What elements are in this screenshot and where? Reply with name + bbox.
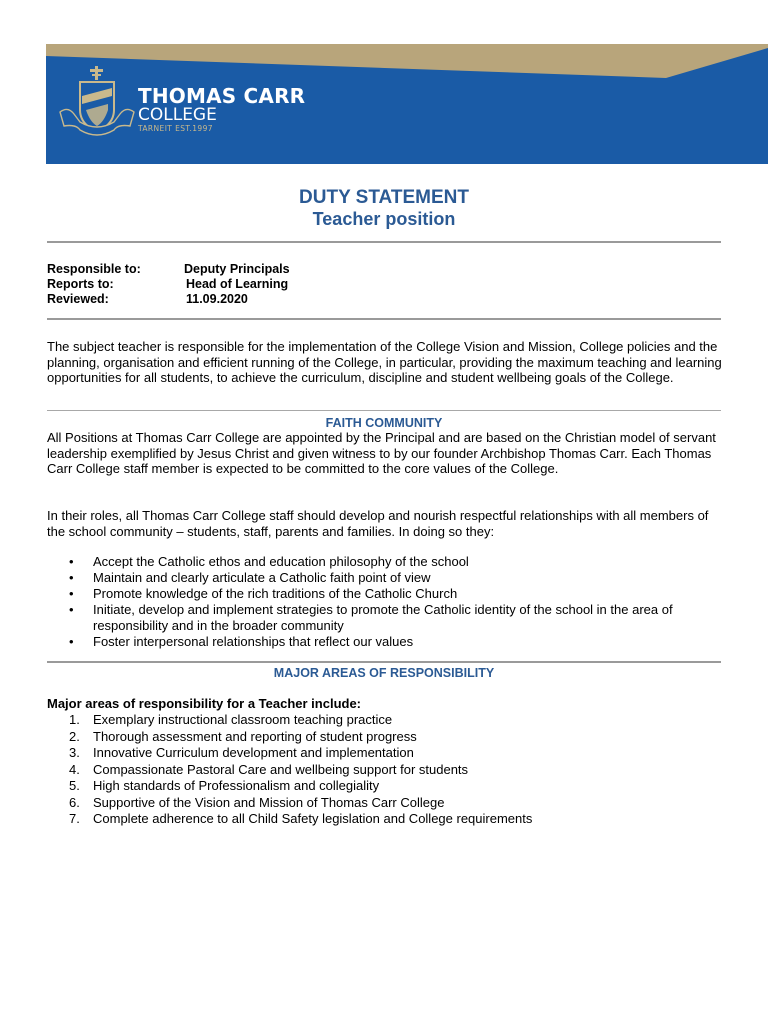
meta-label: Reviewed: (47, 292, 109, 306)
divider (47, 318, 721, 320)
item-number: 2. (69, 728, 80, 744)
list-item: • Maintain and clearly articulate a Catholic faith point of view (47, 570, 727, 586)
list-item: • Promote knowledge of the rich traditions of the Catholic Church (47, 586, 727, 602)
list-item: • Initiate, develop and implement strategies to promote the Catholic identity of the school in the area of responsibility and in the broader community (47, 602, 727, 634)
item-text: Innovative Curriculum development and implementation (93, 745, 414, 760)
item-text: Supportive of the Vision and Mission of Thomas Carr College (93, 794, 445, 810)
divider (47, 661, 721, 663)
school-name-line1: THOMAS CARR (138, 84, 306, 108)
faith-paragraph-1: All Positions at Thomas Carr College are appointed by the Principal and are based on the Christian model of servant leadership exemplified by Jesus Christ and given witness to by our founder Archbishop Thomas Carr. Each Thomas Carr College staff member is expected to be committed to the core values of the College. (47, 430, 716, 476)
meta-label: Reports to: (47, 277, 114, 291)
college-crest-logo (58, 66, 136, 140)
meta-value: 11.09.2020 (186, 292, 248, 306)
divider (47, 410, 721, 411)
meta-label: Responsible to: (47, 262, 141, 276)
list-item (47, 745, 727, 762)
item-number: 6. (69, 794, 80, 810)
item-text: Exemplary instructional classroom teaching practice (93, 712, 393, 727)
college-logo-text (138, 86, 305, 134)
item-number: 3. (69, 745, 80, 760)
list-item (47, 811, 727, 828)
meta-value: Deputy Principals (184, 262, 290, 276)
faith-bullet-list (47, 554, 727, 650)
list-item (47, 778, 727, 795)
item-number: 7. (69, 811, 80, 826)
school-tagline: TARNEIT EST.1997 (138, 124, 213, 133)
divider (47, 241, 721, 243)
item-text: Thorough assessment and reporting of student progress (93, 728, 417, 744)
faith-paragraph-2: In their roles, all Thomas Carr College staff should develop and nourish respectful relationships with all members of the school community – students, staff, parents and families. In doing so they: (47, 508, 709, 539)
item-number: 4. (69, 761, 80, 777)
intro-paragraph: The subject teacher is responsible for the implementation of the College Vision and Mission, College policies and the planning, organisation and efficient running of the College, in particular, providing the maximum teaching and learning opportunities for all students, to achieve the curriculum, discipline and student wellbeing goals of the College. (47, 339, 722, 385)
list-item (47, 712, 727, 729)
school-name-line2: COLLEGE (138, 105, 217, 125)
responsibility-subheading: Major areas of responsibility for a Teacher include: (47, 696, 362, 711)
list-item: • Accept the Catholic ethos and education philosophy of the school (47, 554, 727, 570)
responsibility-list (47, 712, 727, 828)
item-number: 5. (69, 778, 80, 793)
item-number: 1. (69, 712, 80, 727)
page-subtitle: Teacher position (312, 209, 456, 229)
meta-value: Head of Learning (186, 277, 289, 291)
responsibility-heading: MAJOR AREAS OF RESPONSIBILITY (273, 666, 495, 680)
item-text: High standards of Professionalism and collegiality (93, 778, 380, 793)
list-item (47, 729, 727, 746)
page-title: DUTY STATEMENT (299, 187, 469, 208)
item-text: Complete adherence to all Child Safety legislation and College requirements (93, 811, 533, 826)
faith-community-heading: FAITH COMMUNITY (325, 416, 443, 430)
item-text: Compassionate Pastoral Care and wellbeing support for students (93, 761, 469, 777)
list-item (47, 762, 727, 779)
list-item (47, 795, 727, 812)
list-item: • Foster interpersonal relationships that reflect our values (47, 634, 727, 650)
